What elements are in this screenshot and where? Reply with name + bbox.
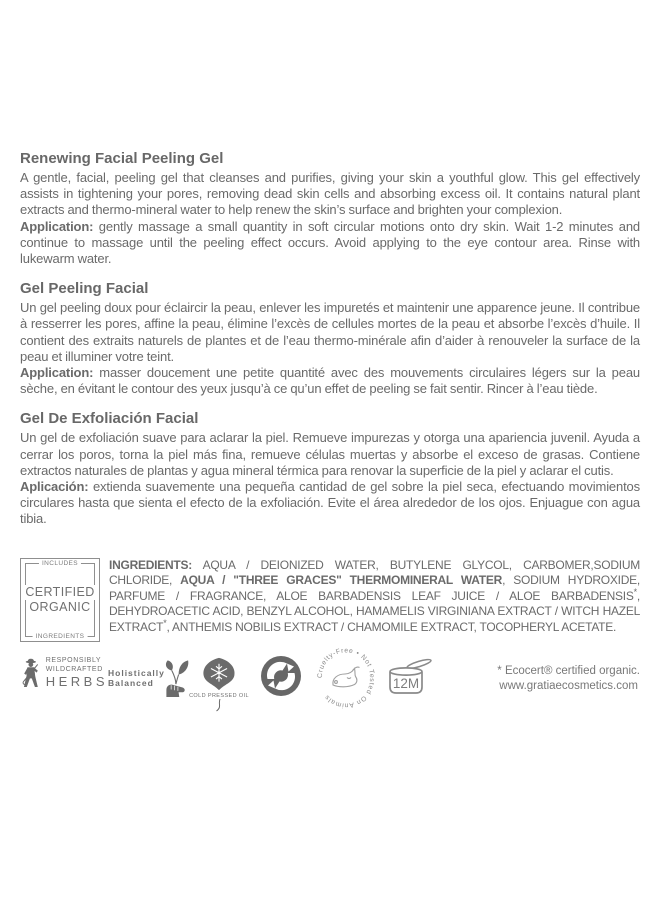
application-label-es: Aplicación: bbox=[20, 479, 89, 495]
leaf-snowflake-icon bbox=[197, 657, 241, 691]
application-en bbox=[20, 219, 640, 268]
section-spanish bbox=[20, 410, 640, 527]
section-french bbox=[20, 280, 640, 397]
cruelty-free-stamp-icon bbox=[314, 645, 378, 711]
certbox-certified: CERTIFIED bbox=[25, 584, 95, 599]
certified-organic-frame bbox=[20, 558, 100, 642]
wildcrafted-line1: RESPONSIBLY bbox=[45, 656, 102, 664]
ingredients-part3: , DEHYDROACETIC ACID, BENZYL ALCOHOL, HAMAMELIS VIRGINIANA EXTRACT / WITCH HAZEL EXTRACT bbox=[109, 588, 640, 635]
holistic-text bbox=[108, 668, 165, 688]
ingredients-part2: , SODIUM HYDROXIDE, PARFUME / FRAGRANCE, ALOE BARBADENSIS LEAF JUICE / ALOE BARBADENSIS bbox=[109, 573, 640, 603]
application-es bbox=[20, 479, 640, 528]
certbox-includes: INCLUDES bbox=[39, 560, 81, 567]
svg-text:Cruelty-Free • Not Tested On A bbox=[317, 647, 375, 708]
hand-plant-icon bbox=[163, 650, 190, 706]
wildcrafted-line3: HERBS bbox=[45, 673, 108, 689]
application-fr bbox=[20, 365, 640, 397]
description-en: A gentle, facial, peeling gel that cleanses and purifies, giving your skin a youthful glow. This gel effectively assists in tightening your pores, removing dead skin cells and absorbing excess oil. It contains natural plant extracts and thermo-mineral water to help renew the skin’s surface and brighten your complexion. bbox=[20, 170, 640, 218]
farmer-icon bbox=[20, 646, 42, 700]
certification-badges-row bbox=[20, 644, 640, 728]
badge-wildcrafted-herbs bbox=[20, 644, 108, 700]
wildcrafted-text bbox=[46, 656, 108, 688]
period-after-opening-icon bbox=[386, 657, 432, 695]
ingredients-bold-thermomineral: AQUA / "THREE GRACES" THERMOMINERAL WATER bbox=[180, 573, 503, 588]
green-dot-recycle-icon bbox=[260, 655, 302, 697]
wildcrafted-line2: WILDCRAFTED bbox=[45, 665, 103, 673]
badge-holistically-balanced bbox=[108, 644, 190, 706]
organic-asterisk-1: * bbox=[633, 586, 637, 597]
holistic-line1: Holistically bbox=[108, 667, 165, 678]
cold-pressed-label: COLD PRESSED OIL bbox=[189, 692, 249, 699]
certbox-ingredients: INGREDIENTS bbox=[33, 633, 88, 640]
ingredients-panel bbox=[20, 558, 640, 642]
ingredients-label: INGREDIENTS: bbox=[109, 557, 193, 572]
cruelty-free-circular-text: Cruelty-Free • Not Tested On Animals bbox=[316, 647, 375, 709]
ingredients-text bbox=[109, 558, 640, 636]
application-text-es: extienda suavemente una pequeña cantidad de gel sobre la piel seca, efectuando movimientos circulares hasta que sienta el efecto de la exfoliación. Evite el área alrededor de los ojos. Enjuague con agua tibia. bbox=[20, 479, 640, 527]
leaf-stem-icon bbox=[214, 699, 224, 712]
badge-cold-pressed-oil bbox=[190, 657, 248, 712]
section-english bbox=[20, 150, 640, 267]
holistic-line2: Balanced bbox=[108, 677, 154, 688]
pao-12m-label: 12M bbox=[392, 675, 420, 691]
description-fr: Un gel peeling doux pour éclaircir la peau, enlever les impuretés et maintenir une apparence jeune. Il contribue à resserrer les pores, affine la peau, élimine l’excès de cellules mortes de la peau et absorbe l’excès d’huile. Il contient des extraits naturels de plantes et de l’eau thermo-minérale afin d’aider à renouveler la surface de la peau et illuminer votre teint. bbox=[20, 300, 640, 364]
application-label-en: Application: bbox=[20, 218, 94, 234]
product-title-en: Renewing Facial Peeling Gel bbox=[20, 150, 224, 167]
certbox-organic: ORGANIC bbox=[29, 599, 91, 614]
application-text-en: gently massage a small quantity in soft circular motions onto dry skin. Wait 1-2 minutes and continue to massage until the peeling effect occurs. Avoid applying to the eye contour area. Rinse with lukewarm water. bbox=[20, 218, 640, 267]
application-label-fr: Application: bbox=[20, 365, 94, 381]
organic-asterisk-2: * bbox=[163, 618, 167, 629]
ingredients-part4: , ANTHEMIS NOBILIS EXTRACT / CHAMOMILE EXTRACT, TOCOPHERYL ACETATE. bbox=[166, 620, 617, 635]
product-title-fr: Gel Peeling Facial bbox=[20, 280, 149, 298]
description-es: Un gel de exfoliación suave para aclarar la piel. Remueve impurezas y otorga una apariencia juvenil. Ayuda a cerrar los poros, torna la piel más fina, remueve células muertas y absorbe el exceso de grasas. Contiene extractos naturales de plantas y agua mineral térmica para renovar la superficie de la piel y aclarar el cutis. bbox=[20, 430, 640, 478]
ecocert-note bbox=[497, 664, 640, 694]
ecocert-line1: * Ecocert® certified organic. bbox=[497, 664, 640, 677]
sleeping-rabbit-icon bbox=[333, 667, 360, 687]
ingredients-part1: AQUA / DEIONIZED WATER, BUTYLENE GLYCOL, CARBOMER,SODIUM CHLORIDE, bbox=[109, 557, 640, 588]
product-title-es: Gel De Exfoliación Facial bbox=[20, 410, 199, 428]
ecocert-website: www.gratiaecosmetics.com bbox=[499, 679, 638, 692]
application-text-fr: masser doucement une petite quantité avec des mouvements circulaires légers sur la peau sèche, en évitant le contour des yeux jusqu’à ce qu’un effet de peeling se fait sentir. Rincer à l’eau tiède. bbox=[20, 365, 640, 397]
